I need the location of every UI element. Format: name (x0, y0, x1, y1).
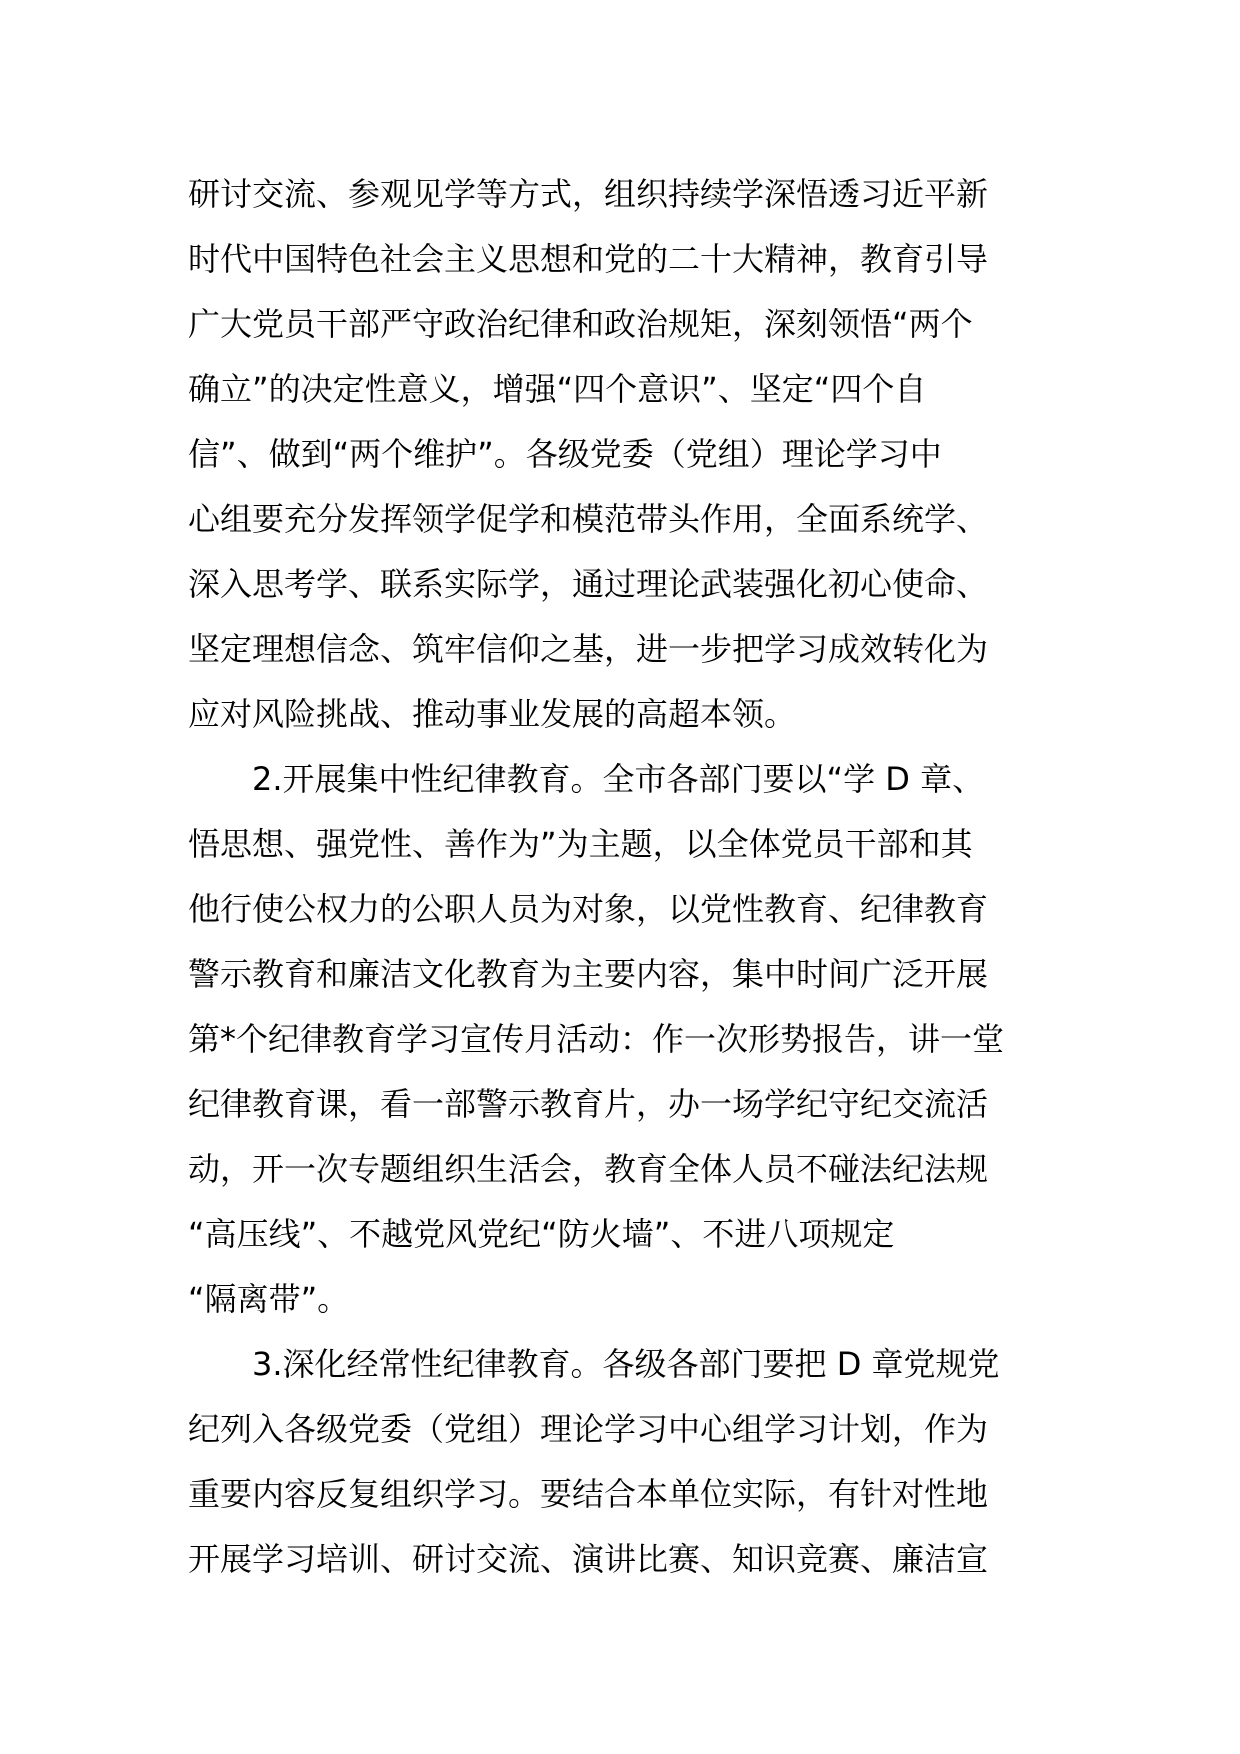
text-line: 动，开一次专题组织生活会，教育全体人员不碰法纪法规 (188, 1150, 989, 1188)
text-line: “高压线”、不越党风党纪“防火墙”、不进八项规定 (188, 1215, 895, 1253)
text-line: 广大党员干部严守政治纪律和政治规矩，深刻领悟“两个 (188, 305, 973, 343)
text-line: “隔离带”。 (188, 1280, 350, 1318)
text-line: 第*个纪律教育学习宣传月活动：作一次形势报告，讲一堂 (188, 1020, 1005, 1058)
text-line: 心组要充分发挥领学促学和模范带头作用，全面系统学、 (188, 500, 989, 538)
text-line: 确立”的决定性意义，增强“四个意识”、坚定“四个自 (188, 370, 927, 408)
text-line: 时代中国特色社会主义思想和党的二十大精神，教育引导 (188, 240, 989, 278)
text-line: 纪列入各级党委（党组）理论学习中心组学习计划，作为 (188, 1410, 989, 1448)
text-line: 应对风险挑战、推动事业发展的高超本领。 (188, 695, 797, 733)
paragraph-heading-2: 2.开展集中性纪律教育。全市各部门要以“学 D 章、 (252, 760, 985, 798)
text-line: 信”、做到“两个维护”。各级党委（党组）理论学习中 (188, 435, 942, 473)
document-body (188, 162, 1068, 1592)
text-line: 他行使公权力的公职人员为对象，以党性教育、纪律教育 (188, 890, 989, 928)
text-line: 研讨交流、参观见学等方式，组织持续学深悟透习近平新 (188, 175, 989, 213)
text-line: 坚定理想信念、筑牢信仰之基，进一步把学习成效转化为 (188, 630, 989, 668)
text-line: 悟思想、强党性、善作为”为主题，以全体党员干部和其 (188, 825, 973, 863)
text-line: 深入思考学、联系实际学，通过理论武装强化初心使命、 (188, 565, 989, 603)
text-line: 开展学习培训、研讨交流、演讲比赛、知识竞赛、廉洁宣 (188, 1540, 989, 1578)
text-line: 警示教育和廉洁文化教育为主要内容，集中时间广泛开展 (188, 955, 989, 993)
text-line: 重要内容反复组织学习。要结合本单位实际，有针对性地 (188, 1475, 989, 1513)
paragraph-heading-3: 3.深化经常性纪律教育。各级各部门要把 D 章党规党 (252, 1345, 1000, 1383)
text-line: 纪律教育课，看一部警示教育片，办一场学纪守纪交流活 (188, 1085, 989, 1123)
